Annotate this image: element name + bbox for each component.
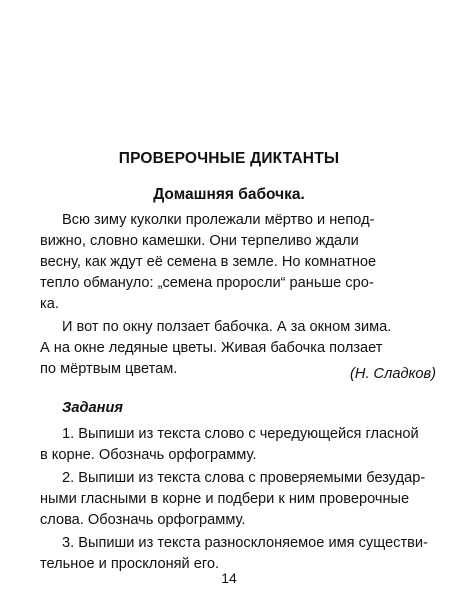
story-line: по мёртвым цветам.: [40, 361, 178, 377]
story-line: вижно, словно камешки. Они терпеливо ждали: [40, 233, 359, 249]
task-line: 1. Выпиши из текста слово с чередующейся гласной: [62, 426, 419, 442]
task-line: ными гласными в корне и подбери к ним проверочные: [40, 491, 410, 507]
story-line: ка.: [40, 296, 59, 312]
dictation-title: Домашняя бабочка.: [153, 186, 305, 203]
task-line: 3. Выпиши из текста разносклоняемое имя существи-: [62, 535, 428, 551]
story-line: тепло обмануло: „семена проросли“ раньше сро-: [40, 275, 374, 291]
task-line: 2. Выпиши из текста слова с проверяемыми безудар-: [62, 470, 426, 486]
tasks-heading: Задания: [62, 400, 123, 416]
story-line: Всю зиму куколки пролежали мёртво и непод-: [62, 212, 375, 228]
page-number: 14: [221, 570, 237, 586]
task-line: тельное и просклоняй его.: [40, 556, 220, 572]
story-line: А на окне ледяные цветы. Живая бабочка ползает: [40, 340, 383, 356]
section-heading: ПРОВЕРОЧНЫЕ ДИКТАНТЫ: [118, 150, 340, 167]
author-attribution: (Н. Сладков): [350, 366, 436, 382]
task-line: в корне. Обозначь орфограмму.: [40, 447, 257, 463]
story-line: И вот по окну ползает бабочка. А за окном зима.: [62, 319, 392, 335]
task-line: слова. Обозначь орфограмму.: [40, 512, 246, 528]
story-line: весну, как ждут её семена в земле. Но комнатное: [40, 254, 377, 270]
